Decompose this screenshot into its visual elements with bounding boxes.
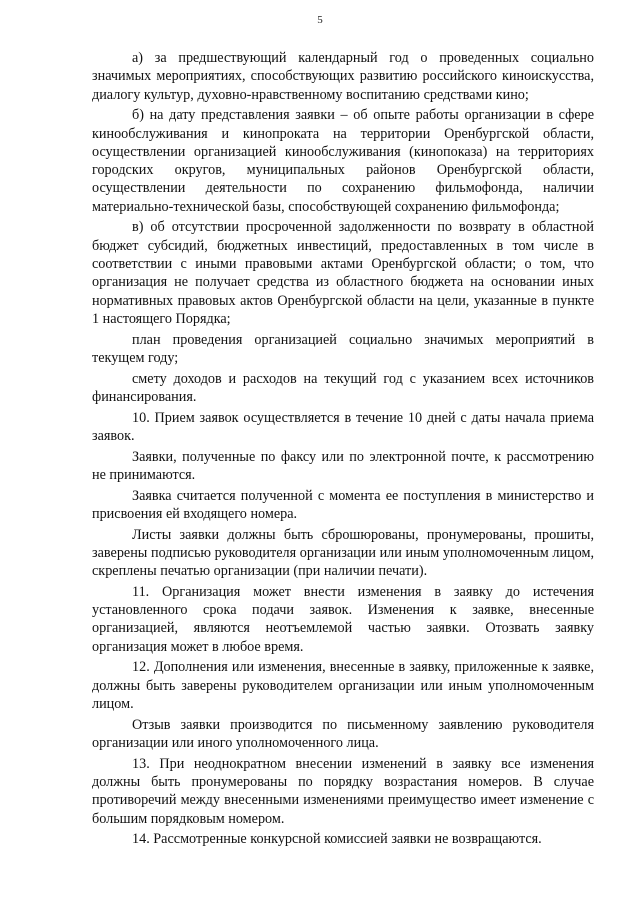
- paragraph-plan: план проведения организацией социально значимых мероприятий в текущем году;: [92, 331, 594, 366]
- paragraph-item-a: а) за предшествующий календарный год о проведенных социально значимых мероприятиях, способствующих развитию российского киноискусства, диалогу культур, духовно-нравственному воспитанию средствами кино;: [92, 50, 594, 103]
- document-body: [92, 49, 594, 851]
- paragraph-clause-12: 12. Дополнения или изменения, внесенные в заявку, приложенные к заявке, должны быть заверены руководителем организации или иным уполномоченным лицом.: [92, 659, 594, 712]
- paragraph-clause-10: 10. Прием заявок осуществляется в течение 10 дней с даты начала приема заявок.: [92, 409, 594, 444]
- paragraph-item-b: б) на дату представления заявки – об опыте работы организации в сфере кинообслуживания и кинопроката на территории Оренбургской области, осуществлении организацией кинообслуживания (кинопоказа) на территориях городских округов, муниципальных районов Оренбургской области, осуществлении деятельности по сохранению фильмофонда, наличии материально-технической базы, способствующей сохранению фильмофонда;: [92, 107, 594, 215]
- paragraph-clause-11: 11. Организация может внести изменения в заявку до истечения установленного срока подачи заявок. Изменения к заявке, внесенные организацией, являются неотъемлемой частью заявки. Отозвать заявку организация может в любое время.: [92, 583, 594, 655]
- paragraph-item-v: в) об отсутствии просроченной задолженности по возврату в областной бюджет субсидий, бюджетных инвестиций, предоставленных в том числе в соответствии с иными правовыми актами Оренбургской области; о том, что организация не получает средства из областного бюджета на основании иных нормативных правовых актов Оренбургской области на цели, указанные в пункте 1 настоящего Порядка;: [92, 219, 594, 327]
- paragraph-clause-14: 14. Рассмотренные конкурсной комиссией заявки не возвращаются.: [132, 831, 542, 848]
- paragraph-received: Заявка считается полученной с момента ее поступления в министерство и присвоения ей входящего номера.: [92, 487, 594, 522]
- paragraph-clause-13: 13. При неоднократном внесении изменений в заявку все изменения должны быть пронумерованы по порядку возрастания номеров. В случае противоречий между внесенными изменениями преимущество имеет изменение с большим порядковым номером.: [92, 755, 594, 827]
- page-number: 5: [317, 14, 323, 26]
- paragraph-withdrawal: Отзыв заявки производится по письменному заявлению руководителя организации или иного уполномоченного лица.: [92, 716, 594, 751]
- paragraph-sheets: Листы заявки должны быть сброшюрованы, пронумерованы, прошиты, заверены подписью руководителя организации или иным уполномоченным лицом, скреплены печатью организации (при наличии печати).: [92, 526, 594, 580]
- paragraph-budget: смету доходов и расходов на текущий год с указанием всех источников финансирования.: [92, 370, 594, 405]
- paragraph-fax-email: Заявки, полученные по факсу или по электронной почте, к рассмотрению не принимаются.: [92, 448, 594, 483]
